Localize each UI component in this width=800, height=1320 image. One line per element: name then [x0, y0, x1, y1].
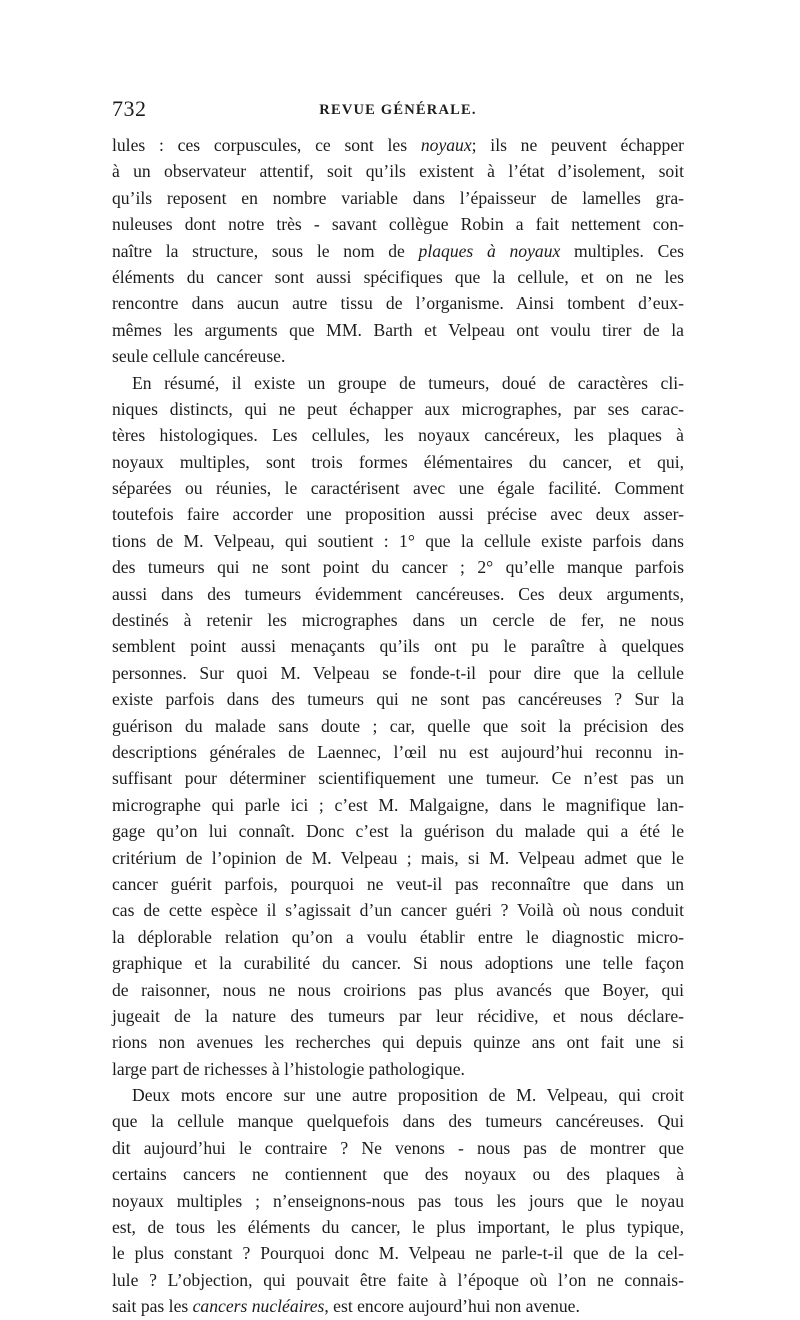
text-segment: est, de tous les éléments du cancer, le plus important, le plus typique, [112, 1217, 684, 1238]
text-segment: naître la structure, sous le nom de [112, 240, 419, 261]
text-segment: existe parfois dans des tumeurs qui ne sont pas cancéreuses ? Sur la [112, 689, 684, 710]
text-segment: certains cancers ne contiennent que des noyaux ou des plaques à [112, 1164, 684, 1185]
text-line [112, 581, 684, 607]
text-line [112, 343, 684, 369]
text-segment: gage qu’on lui connaît. Donc c’est la guérison du malade qui a été le [112, 821, 684, 842]
text-segment: graphique et la curabilité du cancer. Si nous adoptions une telle façon [112, 953, 684, 974]
text-line [112, 1056, 684, 1082]
text-line [112, 1214, 684, 1240]
text-segment: toutefois faire accorder une proposition aussi précise avec deux asser- [112, 504, 684, 525]
text-line [112, 422, 684, 448]
text-line [112, 475, 684, 501]
text-line [112, 897, 684, 923]
text-line [112, 633, 684, 659]
text-line [112, 1161, 684, 1187]
text-segment: le plus constant ? Pourquoi donc M. Velpeau ne parle-t-il que de la cel- [112, 1243, 684, 1264]
text-segment: la déplorable relation qu’on a voulu établir entre le diagnostic micro- [112, 926, 684, 947]
text-line [112, 501, 684, 527]
text-line [112, 924, 684, 950]
text-segment: de raisonner, nous ne nous croirions pas plus avancés que Boyer, qui [112, 979, 684, 1000]
italic-text: noyaux [420, 135, 472, 155]
text-line [112, 132, 684, 158]
text-segment: mêmes les arguments que MM. Barth et Velpeau ont voulu tirer de la [112, 319, 684, 340]
text-segment: éléments du cancer sont aussi spécifiques que la cellule, et on ne les [112, 266, 684, 287]
text-segment: qu’ils reposent en nombre variable dans l’épaisseur de lamelles gra- [112, 187, 684, 208]
text-line [112, 1029, 684, 1055]
text-line [112, 264, 684, 290]
text-segment: niques distincts, qui ne peut échapper aux micrographes, par ses carac- [112, 398, 684, 419]
text-segment: semblent point aussi menaçants qu’ils ont pu le paraître à quelques [112, 636, 684, 657]
text-line [112, 185, 684, 211]
text-segment: critérium de l’opinion de M. Velpeau ; mais, si M. Velpeau admet que le [112, 847, 684, 868]
text-line [112, 554, 684, 580]
text-segment: destinés à retenir les micrographes dans un cercle de fer, ne nous [112, 610, 684, 631]
text-segment: ; ils ne peuvent échapper [471, 135, 684, 155]
text-line [112, 977, 684, 1003]
text-line [112, 607, 684, 633]
text-segment: micrographe qui parle ici ; c’est M. Malgaigne, dans le magnifique lan- [112, 794, 684, 815]
running-head: REVUE GÉNÉRALE. [319, 102, 477, 118]
text-segment: cancer guérit parfois, pourquoi ne veut-il pas reconnaître que dans un [112, 873, 684, 894]
text-segment: nuleuses dont notre très - savant collègue Robin a fait nettement con- [112, 214, 684, 235]
text-line [112, 765, 684, 791]
text-segment: Deux mots encore sur une autre proposition de M. Velpeau, qui croit [132, 1085, 684, 1106]
text-segment: seule cellule cancéreuse. [112, 346, 286, 367]
text-line [112, 449, 684, 475]
page-number: 732 [112, 96, 147, 121]
text-segment: jugeait de la nature des tumeurs par leur récidive, et nous déclare- [112, 1005, 684, 1026]
body-text [112, 132, 684, 1320]
text-segment: dit aujourd’hui le contraire ? Ne venons - nous pas de montrer que [112, 1137, 684, 1158]
text-line [112, 950, 684, 976]
text-line [112, 1108, 684, 1134]
text-segment: guérison du malade sans doute ; car, quelle que soit la précision des [112, 715, 684, 736]
text-line [112, 713, 684, 739]
text-line [112, 1240, 684, 1266]
text-segment: des tumeurs qui ne sont point du cancer ; 2° qu’elle manque parfois [112, 557, 684, 578]
text-line [112, 686, 684, 712]
text-segment: séparées ou réunies, le caractérisent avec une égale facilité. Comment [112, 478, 684, 499]
text-line [112, 290, 684, 316]
text-line [112, 238, 684, 264]
text-segment: En résumé, il existe un groupe de tumeurs, doué de caractères cli- [132, 372, 684, 393]
text-line [112, 818, 684, 844]
text-segment: personnes. Sur quoi M. Velpeau se fonde-t-il pour dire que la cellule [112, 662, 684, 683]
text-segment: à un observateur attentif, soit qu’ils existent à l’état d’isolement, soit [112, 161, 684, 182]
text-line [112, 1135, 684, 1161]
text-segment: descriptions générales de Laennec, l’œil nu est aujourd’hui reconnu in- [112, 741, 684, 762]
text-segment: aussi dans des tumeurs évidemment cancéreuses. Ces deux arguments, [112, 583, 684, 604]
text-segment: noyaux multiples ; n’enseignons-nous pas tous les jours que le noyau [112, 1190, 684, 1211]
text-line [112, 211, 684, 237]
text-line [112, 845, 684, 871]
text-segment: lules : ces corpuscules, ce sont les [112, 135, 421, 155]
text-line [112, 370, 684, 396]
text-line [112, 396, 684, 422]
text-line [112, 1003, 684, 1029]
text-segment: lule ? L’objection, qui pouvait être faite à l’époque où l’on ne connais- [112, 1269, 684, 1290]
text-segment: tions de M. Velpeau, qui soutient : 1° que la cellule existe parfois dans [112, 530, 684, 551]
text-line [112, 660, 684, 686]
text-line [112, 1267, 684, 1293]
text-segment: que la cellule manque quelquefois dans des tumeurs cancéreuses. Qui [112, 1111, 684, 1132]
text-segment: , est encore aujourd’hui non avenue. [324, 1296, 580, 1317]
text-segment: multiples. Ces [560, 240, 685, 261]
text-segment: tères histologiques. Les cellules, les noyaux cancéreux, les plaques à [112, 425, 684, 446]
italic-text: plaques à noyaux [418, 240, 561, 261]
text-segment: rions non avenues les recherches qui depuis quinze ans ont fait une si [112, 1032, 684, 1053]
text-line [112, 317, 684, 343]
text-line [112, 739, 684, 765]
text-segment: cas de cette espèce il s’agissait d’un cancer guéri ? Voilà où nous conduit [112, 900, 684, 921]
text-line [112, 1293, 684, 1319]
text-line [112, 528, 684, 554]
text-line [112, 1082, 684, 1108]
italic-text: cancers nucléaires [192, 1296, 325, 1317]
text-segment: noyaux multiples, sont trois formes élémentaires du cancer, et qui, [112, 451, 684, 472]
text-line [112, 158, 684, 184]
text-segment: suffisant pour déterminer scientifiquement une tumeur. Ce n’est pas un [112, 768, 684, 789]
text-segment: sait pas les [112, 1296, 193, 1317]
text-line [112, 792, 684, 818]
text-segment: rencontre dans aucun autre tissu de l’organisme. Ainsi tombent d’eux- [112, 293, 684, 314]
text-line [112, 871, 684, 897]
page-header [112, 96, 684, 126]
text-segment: large part de richesses à l’histologie pathologique. [112, 1058, 465, 1079]
text-line [112, 1188, 684, 1214]
